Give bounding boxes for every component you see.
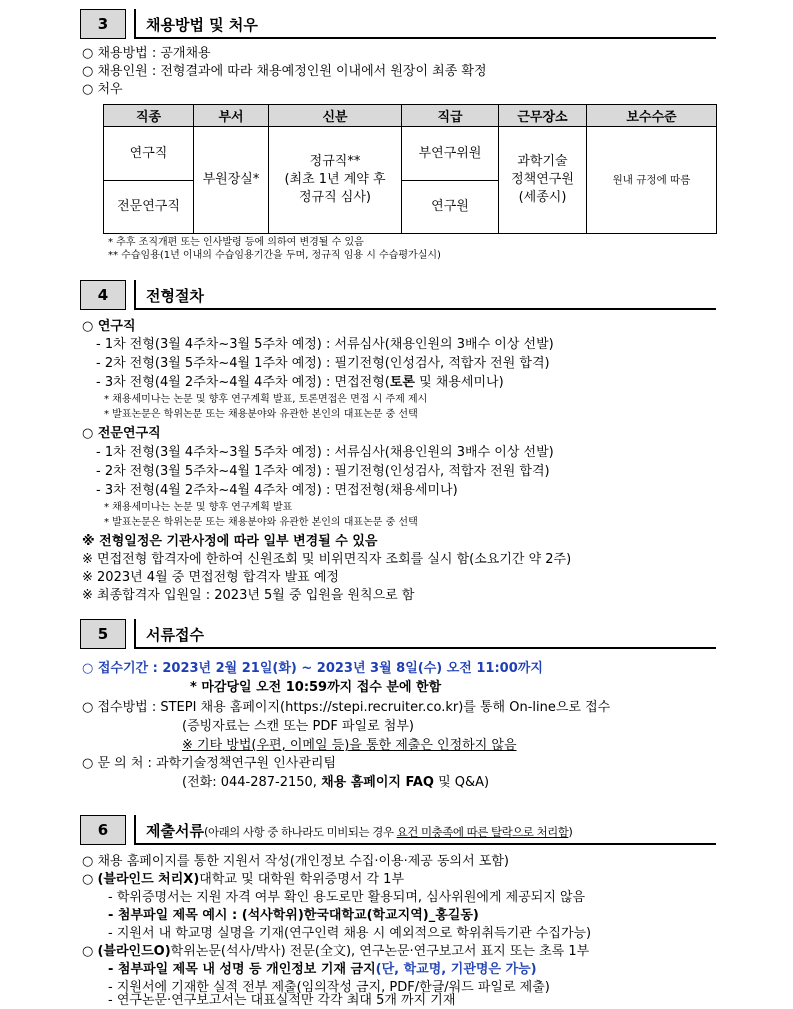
divider — [134, 308, 716, 310]
section-4-header — [80, 280, 716, 310]
cell-dept: 부원장실* — [194, 127, 269, 234]
step-2: - 2차 전형(3월 5주차~4월 1주차 예정) : 필기전형(인성검사, 적합자 전원 합격) — [96, 464, 550, 479]
group-expert: ○ 전문연구직 — [82, 426, 161, 441]
application-period: ○ 접수기간 : 2023년 2월 21일(화) ~ 2023년 3월 8일(수) 오전 11:00까지 — [82, 661, 543, 676]
section-title: 제출서류(아래의 사항 중 하나라도 미비되는 경우 요건 미충족에 따른 탈락으로 처리함) — [146, 822, 573, 840]
step-1: - 1차 전형(3월 4주차~3월 5주차 예정) : 서류심사(채용인원의 3배수 이상 선발) — [96, 445, 554, 460]
deadline-note: * 마감당일 오전 10:59까지 접수 분에 한함 — [190, 680, 442, 695]
group-researcher: ○ 연구직 — [82, 319, 136, 334]
cell-job-expert: 전문연구직 — [104, 181, 194, 234]
divider — [134, 619, 136, 649]
doc-thesis-note-2: - 지원서에 기재한 실적 전부 제출(임의작성 금지, PDF/한글/워드 파일로 제출) — [108, 980, 550, 995]
section-5-header — [80, 619, 716, 649]
note-1: * 채용세미나는 논문 및 향후 연구계획 발표, 토론면접은 면접 시 주제 제시 — [104, 394, 428, 405]
section-number: 4 — [80, 280, 126, 310]
header-dept: 부서 — [194, 105, 269, 127]
section-3-header — [80, 9, 716, 39]
application-method: ○ 접수방법 : STEPI 채용 홈페이지(https://stepi.recruiter.co.kr)를 통해 On-line으로 접수 — [82, 700, 611, 715]
doc-thesis-note-1: - 첨부파일 제목 내 성명 등 개인정보 기재 금지(단, 학교명, 기관명은 가능) — [108, 962, 537, 977]
section-title: 전형절차 — [146, 287, 204, 305]
remark-schedule: ※ 전형일정은 기관사정에 따라 일부 변경될 수 있음 — [82, 534, 378, 549]
conditions-table — [103, 104, 717, 234]
cell-grade-2: 연구원 — [402, 181, 499, 234]
doc-application: ○ 채용 홈페이지를 통한 지원서 작성(개인정보 수집·이용·제공 동의서 포함) — [82, 854, 509, 869]
divider — [134, 647, 716, 649]
header-status: 신분 — [269, 105, 402, 127]
note-2: * 발표논문은 학위논문 또는 채용분야와 유관한 본인의 대표논문 중 선택 — [104, 517, 418, 528]
cell-job-researcher: 연구직 — [104, 127, 194, 181]
divider — [134, 9, 136, 39]
remark-announce: ※ 2023년 4월 중 면접전형 합격자 발표 예정 — [82, 570, 339, 585]
divider — [134, 815, 136, 845]
footnote-2: ** 수습임용(1년 이내의 수습임용기간을 두며, 정규직 임용 시 수습평가실시) — [108, 250, 441, 261]
contact: ○ 문 의 처 : 과학기술정책연구원 인사관리팀 — [82, 756, 337, 771]
note-1: * 채용세미나는 논문 및 향후 연구계획 발표 — [104, 502, 293, 513]
section-title: 서류접수 — [146, 626, 204, 644]
step-3: - 3차 전형(4월 2주차~4월 4주차 예정) : 면접전형(토론 및 채용세미나) — [96, 375, 504, 390]
step-1: - 1차 전형(3월 4주차~3월 5주차 예정) : 서류심사(채용인원의 3배수 이상 선발) — [96, 337, 554, 352]
divider — [134, 37, 716, 39]
cell-pay: 원내 규정에 따름 — [587, 127, 717, 234]
doc-degree-note-1: - 학위증명서는 지원 자격 여부 확인 용도로만 활용되며, 심사위원에게 제공되지 않음 — [108, 890, 586, 905]
cell-place: 과학기술 정책연구원 (세종시) — [499, 127, 587, 234]
section-number: 6 — [80, 815, 126, 845]
method-note: (증빙자료는 스캔 또는 PDF 파일로 첨부) — [182, 719, 414, 734]
header-grade: 직급 — [402, 105, 499, 127]
divider — [134, 843, 716, 845]
remark-check: ※ 면접전형 합격자에 한하여 신원조회 및 비위면직자 조회를 실시 함(소요기간 약 2주) — [82, 552, 572, 567]
section-number: 3 — [80, 9, 126, 39]
contact-phone: (전화: 044-287-2150, 채용 홈페이지 FAQ 및 Q&A) — [182, 775, 490, 790]
doc-thesis-note-3: - 연구논문·연구보고서는 대표실적만 각각 최대 5개 까지 기재 — [108, 993, 456, 1008]
bullet-conditions: ○ 처우 — [82, 82, 123, 97]
cell-grade-1: 부연구위원 — [402, 127, 499, 181]
section-title: 채용방법 및 처우 — [146, 16, 258, 34]
remark-start: ※ 최종합격자 입원일 : 2023년 5월 중 입원을 원칙으로 함 — [82, 588, 415, 603]
doc-thesis: ○ (블라인드O)학위논문(석사/박사) 전문(全文), 연구논문·연구보고서 표지 또는 초록 1부 — [82, 944, 590, 959]
bullet-headcount: ○ 채용인원 : 전형결과에 따라 채용예정인원 이내에서 원장이 최종 확정 — [82, 64, 487, 79]
footnote-1: * 추후 조직개편 또는 인사발령 등에 의하여 변경될 수 있음 — [108, 237, 364, 248]
divider — [134, 280, 136, 310]
header-job: 직종 — [104, 105, 194, 127]
doc-degree-note-3: - 지원서 내 학교명 실명을 기재(연구인력 채용 시 예외적으로 학위취득기관 수집가능) — [108, 926, 592, 941]
section-6-header — [80, 815, 716, 845]
doc-degree: ○ (블라인드 처리X)대학교 및 대학원 학위증명서 각 1부 — [82, 872, 405, 887]
note-2: * 발표논문은 학위논문 또는 채용분야와 유관한 본인의 대표논문 중 선택 — [104, 409, 418, 420]
doc-degree-note-2: - 첨부파일 제목 예시 : (석사학위)한국대학교(학교지역)_홍길동) — [108, 908, 479, 923]
step-3: - 3차 전형(4월 2주차~4월 4주차 예정) : 면접전형(채용세미나) — [96, 483, 458, 498]
header-place: 근무장소 — [499, 105, 587, 127]
bullet-method: ○ 채용방법 : 공개채용 — [82, 46, 211, 61]
cell-status: 정규직** (최초 1년 계약 후 정규직 심사) — [269, 127, 402, 234]
method-warning: ※ 기타 방법(우편, 이메일 등)을 통한 제출은 인정하지 않음 — [182, 738, 517, 753]
step-2: - 2차 전형(3월 5주차~4월 1주차 예정) : 필기전형(인성검사, 적합자 전원 합격) — [96, 356, 550, 371]
section-number: 5 — [80, 619, 126, 649]
header-pay: 보수수준 — [587, 105, 717, 127]
